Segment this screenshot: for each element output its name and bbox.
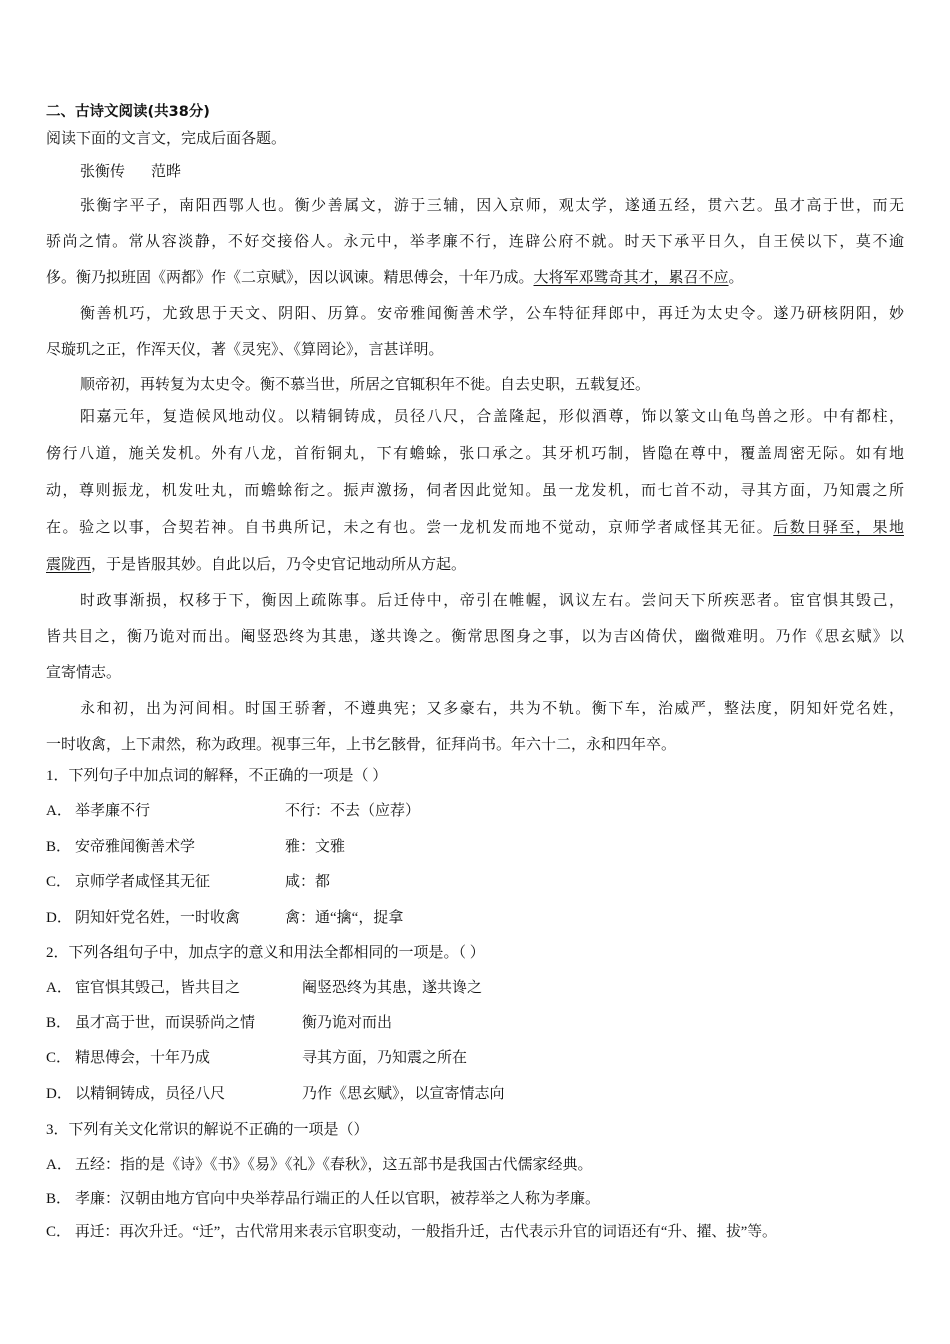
q3-option-b-text: 孝廉：汉朝由地方官向中央举荐品行端正的人任以官职，被荐举之人称为孝廉。 <box>75 1191 601 1207</box>
q2-option-c-sentence-2: 寻其方面，乃知震之所在 <box>302 1050 468 1066</box>
passage-p4-line2: 傍行八道，施关发机。外有八龙，首衔铜丸，下有蟾蜍，张口承之。其牙机巧制，皆隐在尊中，覆盖周密无际。如有地 <box>46 444 904 462</box>
p4-end: ，于是皆服其妙。自此以后，乃令史官记地动所从方起。 <box>91 555 467 573</box>
passage-p5-line3: 宣寄情志。 <box>46 663 122 681</box>
q2-option-c-label: C． <box>46 1050 72 1066</box>
q2-option-b-sentence-1: 虽才高于世，而误骄尚之情 <box>75 1015 256 1031</box>
q2-option-b-label: B． <box>46 1015 72 1031</box>
underlined-sentence-2b: 震陇西 <box>46 555 92 573</box>
passage-p1-line3 <box>46 267 744 287</box>
p1-text: 侈。衡乃拟班固《两都》作《二京赋》，因以讽谏。精思傅会，十年乃成。 <box>46 268 534 286</box>
passage-p6-line2: 一时收禽，上下肃然，称为政理。视事三年，上书乞骸骨，征拜尚书。年六十二，永和四年卒。 <box>46 735 677 753</box>
passage-p1-line1: 张衡字平子，南阳西鄂人也。衡少善属文，游于三辅，因入京师，观太学，遂通五经，贯六艺。虽才高于世，而无 <box>80 196 904 214</box>
q2-option-a-label: A． <box>46 980 72 996</box>
passage-p6-line1: 永和初，出为河间相。时国王骄奢，不遵典宪；又多豪右，共为不轨。衡下车，治威严，整法度，阴知奸党名姓， <box>80 699 904 717</box>
passage-p3-line1: 顺帝初，再转复为太史令。衡不慕当世，所居之官辄积年不徙。自去史职，五载复还。 <box>80 375 651 393</box>
q3-option-a-label: A． <box>46 1157 72 1173</box>
q1-option-d-label: D． <box>46 910 72 926</box>
q2-option-b-sentence-2: 衡乃诡对而出 <box>302 1015 393 1031</box>
q1-option-a-text: 举孝廉不行 <box>75 803 151 819</box>
q3-option-c-text: 再迁：再次升迁。“迁”，古代常用来表示官职变动，一般指升迁，古代表示升官的词语还有“升、擢、拔”等。 <box>75 1224 777 1240</box>
q3-option-b-label: B． <box>46 1191 72 1207</box>
question-3-stem: 3．下列有关文化常识的解说不正确的一项是（） <box>46 1122 369 1138</box>
section-heading: 二、古诗文阅读(共38分) <box>46 104 210 120</box>
q1-option-c-text: 京师学者咸怪其无征 <box>75 874 211 890</box>
passage-p4-line1: 阳嘉元年，复造候风地动仪。以精铜铸成，员径八尺，合盖隆起，形似酒尊，饰以篆文山龟鸟兽之形。中有都柱， <box>80 407 904 425</box>
passage-p4-line5 <box>46 554 466 574</box>
passage-p2-line1: 衡善机巧，尤致思于天文、阴阳、历算。安帝雅闻衡善术学，公车特征拜郎中，再迁为太史令。遂乃研核阴阳，妙 <box>80 304 904 322</box>
question-2-stem: 2．下列各组句子中，加点字的意义和用法全都相同的一项是。（ ） <box>46 945 485 961</box>
q2-option-c-sentence-1: 精思傅会，十年乃成 <box>75 1050 211 1066</box>
q3-option-c-label: C． <box>46 1224 72 1240</box>
passage-p1-line2: 骄尚之情。常从容淡静，不好交接俗人。永元中，举孝廉不行，连辟公府不就。时天下承平日久，自王侯以下，莫不逾 <box>46 232 904 250</box>
q1-option-b-explanation: 雅：文雅 <box>285 839 346 855</box>
passage-p4-line4 <box>46 517 904 537</box>
q3-option-a-text: 五经：指的是《诗》《书》《易》《礼》《春秋》，这五部书是我国古代儒家经典。 <box>75 1157 593 1173</box>
question-1-stem: 1．下列句子中加点词的解释，不正确的一项是（ ） <box>46 768 388 784</box>
passage-p2-line2: 尽璇玑之正，作浑天仪，著《灵宪》、《算罔论》，言甚详明。 <box>46 340 444 358</box>
passage-p5-line2: 皆共目之，衡乃诡对而出。阉竖恐终为其患，遂共谗之。衡常思图身之事，以为吉凶倚伏，幽微难明。乃作《思玄赋》以 <box>46 627 904 645</box>
q1-option-b-label: B． <box>46 839 72 855</box>
underlined-sentence-2a: 后数日驿至，果地 <box>773 518 904 536</box>
q1-option-d-explanation: 禽：通“擒“，捉拿 <box>285 910 404 926</box>
q2-option-a-sentence-1: 宦官惧其毁己，皆共目之 <box>75 980 241 996</box>
underlined-sentence-1: 大将军邓骘奇其才，累召不应 <box>533 268 729 286</box>
q1-option-c-label: C． <box>46 874 72 890</box>
passage-p4-line3: 动，尊则振龙，机发吐丸，而蟾蜍衔之。振声激扬，伺者因此觉知。虽一龙发机，而七首不动，寻其方面，乃知震之所 <box>46 481 904 499</box>
q1-option-d-text: 阴知奸党名姓，一时收禽 <box>75 910 241 926</box>
p1-end: 。 <box>728 268 744 286</box>
q1-option-a-explanation: 不行：不去（应荐） <box>285 803 421 819</box>
p4-text: 在。验之以事，合契若神。自书典所记，未之有也。尝一龙机发而地不觉动，京师学者咸怪其无征。 <box>46 518 774 536</box>
q2-option-d-label: D． <box>46 1086 72 1102</box>
q2-option-a-sentence-2: 阉竖恐终为其患，遂共谗之 <box>302 980 483 996</box>
passage-title-text: 张衡传 <box>80 162 126 180</box>
q1-option-b-text: 安帝雅闻衡善术学 <box>75 839 196 855</box>
passage-title <box>80 161 181 181</box>
q1-option-a-label: A． <box>46 803 72 819</box>
passage-p5-line1: 时政事渐损，权移于下，衡因上疏陈事。后迁侍中，帝引在帷幄，讽议左右。尝问天下所疾恶者。宦官惧其毁己， <box>80 591 904 609</box>
q2-option-d-sentence-1: 以精铜铸成，员径八尺 <box>75 1086 226 1102</box>
q1-option-c-explanation: 咸：都 <box>285 874 331 890</box>
passage-author: 范晔 <box>151 162 182 180</box>
q2-option-d-sentence-2: 乃作《思玄赋》，以宣寄情志向 <box>302 1086 505 1102</box>
section-instruction: 阅读下面的文言文，完成后面各题。 <box>46 129 287 147</box>
